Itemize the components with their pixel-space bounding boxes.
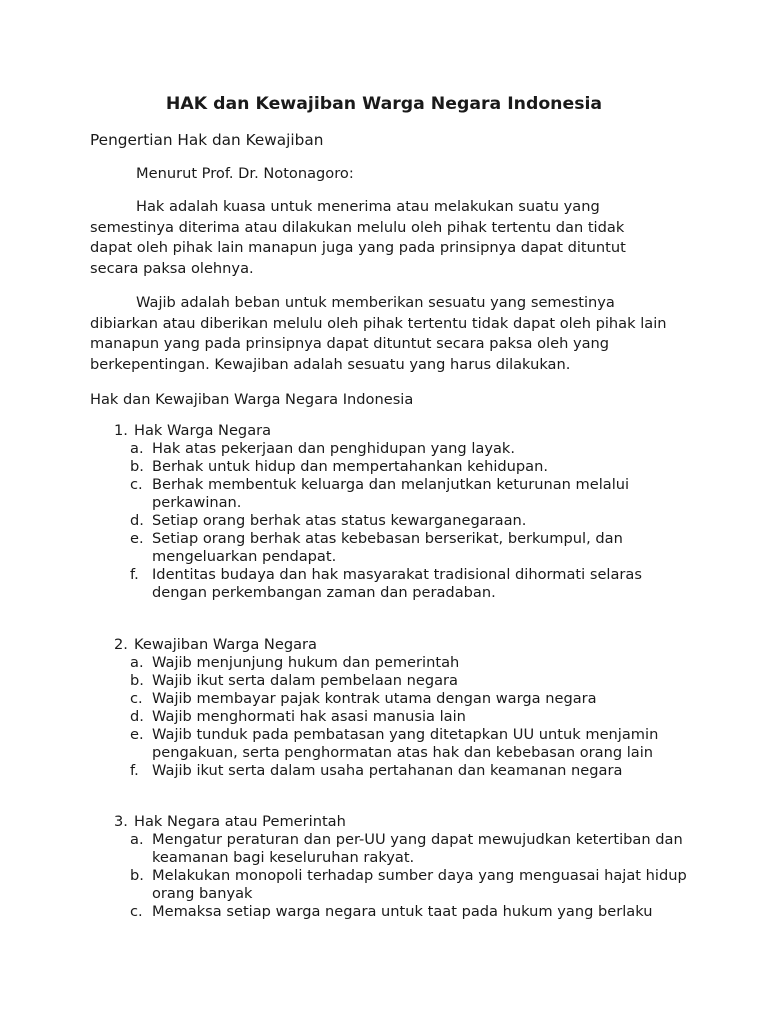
list-item-text: Wajib ikut serta dalam pembelaan negara xyxy=(152,672,458,689)
list-item-text: Wajib membayar pajak kontrak utama dengan warga negara xyxy=(152,690,597,707)
section-heading-definition: Pengertian Hak dan Kewajiban xyxy=(90,131,324,149)
list-item-text: Berhak membentuk keluarga dan melanjutkan keturunan melalui perkawinan. xyxy=(152,476,630,511)
list-section-number: 1. xyxy=(114,422,128,439)
list-item-text: Setiap orang berhak atas kebebasan berserikat, berkumpul, dan mengeluarkan pendapat. xyxy=(152,530,623,565)
list-item-letter: d. xyxy=(130,708,144,725)
list-section-title: Hak Negara atau Pemerintah xyxy=(134,813,346,830)
list-item xyxy=(90,708,692,726)
list-item xyxy=(90,726,692,762)
list-item-text: Mengatur peraturan dan per-UU yang dapat mewujudkan ketertiban dan keamanan bagi keseluruhan rakyat. xyxy=(152,831,683,866)
list-item-letter: b. xyxy=(130,867,144,884)
list-item xyxy=(90,654,692,672)
list-item xyxy=(90,458,692,476)
wajib-definition-rest: dibiarkan atau diberikan melulu oleh pihak tertentu tidak dapat oleh pihak lain manapun yang pada prinsipnya dapat dituntut secara paksa oleh yang berkepentingan. Kewajiban adalah sesuatu yang harus dilakukan. xyxy=(90,314,667,374)
list-item-letter: f. xyxy=(130,762,139,779)
item-list xyxy=(90,654,692,780)
list-item xyxy=(90,690,692,708)
intro-paragraph xyxy=(90,164,670,185)
list-section-title: Kewajiban Warga Negara xyxy=(134,636,317,653)
list-item xyxy=(90,867,692,903)
list-item-letter: b. xyxy=(130,458,144,475)
list-section-number: 3. xyxy=(114,813,128,830)
list-item-text: Wajib ikut serta dalam usaha pertahanan dan keamanan negara xyxy=(152,762,623,779)
list-section-title: Hak Warga Negara xyxy=(134,422,272,439)
list-item-text: Wajib tunduk pada pembatasan yang ditetapkan UU untuk menjamin pengakuan, serta penghormatan atas hak dan kebebasan orang lain xyxy=(152,726,659,761)
list-item xyxy=(90,530,692,566)
hak-definition-paragraph xyxy=(90,197,670,280)
document-title: HAK dan Kewajiban Warga Negara Indonesia xyxy=(165,94,603,114)
item-list xyxy=(90,831,692,921)
list-item-letter: a. xyxy=(130,654,144,671)
list-item-letter: f. xyxy=(130,566,139,583)
list-item-letter: e. xyxy=(130,726,144,743)
list-item-letter: d. xyxy=(130,512,144,529)
list-item-letter: c. xyxy=(130,690,143,707)
list-item-text: Berhak untuk hidup dan mempertahankan kehidupan. xyxy=(152,458,548,475)
list-item xyxy=(90,672,692,690)
list-item xyxy=(90,512,692,530)
list-item-letter: a. xyxy=(130,440,144,457)
hak-definition-first-line: Hak adalah kuasa untuk menerima atau melakukan suatu yang xyxy=(136,198,600,215)
list-item xyxy=(90,831,692,867)
wajib-definition-first-line: Wajib adalah beban untuk memberikan sesuatu yang semestinya xyxy=(136,294,615,311)
wajib-definition-paragraph xyxy=(90,293,670,376)
list-item-text: Memaksa setiap warga negara untuk taat pada hukum yang berlaku xyxy=(152,903,653,920)
list-item-letter: a. xyxy=(130,831,144,848)
list-item-text: Wajib menjunjung hukum dan pemerintah xyxy=(152,654,460,671)
hak-definition-rest: semestinya diterima atau dilakukan melulu oleh pihak tertentu dan tidak dapat oleh pihak lain manapun juga yang pada prinsipnya dapat dituntut secara paksa olehnya. xyxy=(90,218,626,278)
list-section-number: 2. xyxy=(114,636,128,653)
item-list xyxy=(90,440,692,602)
list-item xyxy=(90,903,692,921)
list-item-letter: c. xyxy=(130,903,143,920)
list-item-text: Melakukan monopoli terhadap sumber daya yang menguasai hajat hidup orang banyak xyxy=(152,867,687,902)
list-item-text: Setiap orang berhak atas status kewarganegaraan. xyxy=(152,512,527,529)
list-item-letter: e. xyxy=(130,530,144,547)
list-item-text: Identitas budaya dan hak masyarakat tradisional dihormati selaras dengan perkembangan zaman dan peradaban. xyxy=(152,566,642,601)
list-item xyxy=(90,476,692,512)
section-heading-citizens: Hak dan Kewajiban Warga Negara Indonesia xyxy=(90,391,414,408)
list-item xyxy=(90,762,692,780)
intro-text: Menurut Prof. Dr. Notonagoro: xyxy=(136,165,354,182)
list-item-text: Hak atas pekerjaan dan penghidupan yang layak. xyxy=(152,440,515,457)
list-item-letter: c. xyxy=(130,476,143,493)
list-item-letter: b. xyxy=(130,672,144,689)
list-item xyxy=(90,566,692,602)
list-item xyxy=(90,440,692,458)
list-item-text: Wajib menghormati hak asasi manusia lain xyxy=(152,708,466,725)
